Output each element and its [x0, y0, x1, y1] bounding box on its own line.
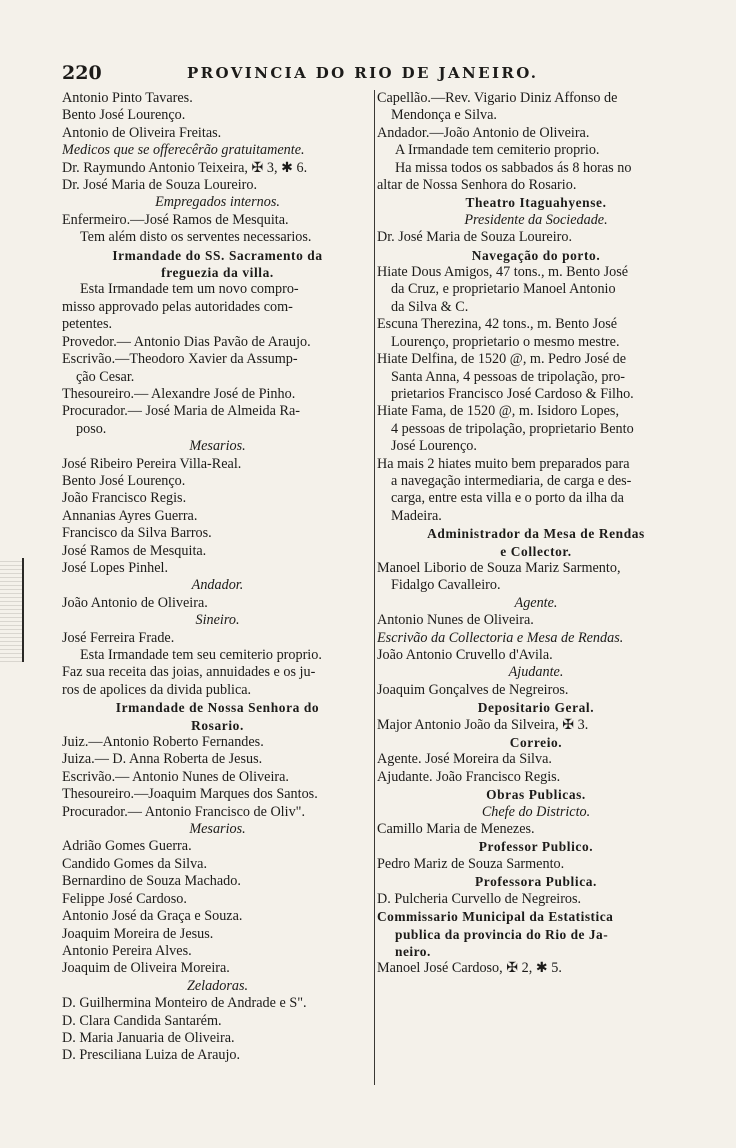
- left-line: José Lopes Pinhel.: [62, 559, 169, 576]
- right-line: Depositario Geral.: [477, 700, 595, 716]
- left-line: Tem além disto os serventes necessarios.: [80, 229, 312, 246]
- right-line: da Cruz, e proprietario Manoel Antonio: [391, 281, 616, 298]
- right-line: carga, entre esta villa e o porto da ilha da: [391, 490, 624, 507]
- left-line: Juiz.—Antonio Roberto Fernandes.: [62, 734, 264, 751]
- left-line: Enfermeiro.—José Ramos de Mesquita.: [62, 211, 289, 228]
- right-line: Camillo Maria de Menezes.: [377, 821, 535, 838]
- left-line: Thesoureiro.—Joaquim Marques dos Santos.: [62, 786, 318, 803]
- right-line: Hiate Delfina, de 1520 @, m. Pedro José de: [377, 351, 627, 368]
- column-divider: [374, 90, 375, 1085]
- binding-edge: [0, 558, 24, 662]
- left-line: Adrião Gomes Guerra.: [62, 838, 192, 855]
- right-line: 4 pessoas de tripolação, proprietario Bento: [391, 420, 634, 437]
- left-line: Juiza.— D. Anna Roberta de Jesus.: [62, 751, 263, 768]
- right-line: Administrador da Mesa de Rendas: [427, 526, 645, 542]
- right-line: Joaquim Gonçalves de Negreiros.: [377, 681, 569, 698]
- right-line: altar de Nossa Senhora do Rosario.: [377, 177, 577, 194]
- left-line: Esta Irmandade tem seu cemiterio proprio.: [80, 647, 322, 663]
- left-line: Candido Gomes da Silva.: [62, 855, 208, 872]
- left-line: freguezia da villa.: [161, 265, 274, 281]
- right-line: D. Pulcheria Curvello de Negreiros.: [377, 890, 582, 907]
- left-line: Faz sua receita das joias, annuidades e os ju-: [62, 664, 316, 681]
- left-line: Joaquim de Oliveira Moreira.: [62, 960, 230, 977]
- left-line: Mesarios.: [189, 438, 246, 455]
- right-line: Antonio Nunes de Oliveira.: [377, 612, 534, 629]
- right-line: Chefe do Districto.: [481, 803, 591, 820]
- right-line: Santa Anna, 4 pessoas de tripolação, pro-: [391, 368, 626, 385]
- right-line: a navegação intermediaria, de carga e des-: [391, 472, 632, 489]
- page-header: [62, 62, 702, 84]
- left-line: Escrivão.— Antonio Nunes de Oliveira.: [62, 768, 289, 785]
- left-line: João Antonio de Oliveira.: [62, 594, 208, 611]
- right-line: publica da provincia do Rio de Ja-: [395, 926, 609, 942]
- right-line: Major Antonio João da Silveira, ✠ 3.: [377, 716, 589, 733]
- left-line: Thesoureiro.— Alexandre José de Pinho.: [62, 385, 296, 402]
- left-line: D. Maria Januaria de Oliveira.: [62, 1029, 235, 1046]
- right-line: Ajudante.: [508, 664, 564, 681]
- left-line: ção Cesar.: [76, 368, 135, 385]
- right-line: Manoel Liborio de Souza Mariz Sarmento,: [377, 559, 621, 576]
- left-line: Provedor.— Antonio Dias Pavão de Araujo.: [62, 333, 311, 350]
- right-line: Capellão.—Rev. Vigario Diniz Affonso de: [377, 90, 618, 106]
- left-line: ros de apolices da divida publica.: [62, 681, 252, 698]
- left-line: Mesarios.: [189, 821, 246, 838]
- left-line: Annanias Ayres Guerra.: [62, 507, 198, 524]
- right-line: Escrivão da Collectoria e Mesa de Rendas.: [377, 629, 624, 646]
- right-line: Manoel José Cardoso, ✠ 2, ✱ 5.: [377, 960, 562, 977]
- right-line: Lourenço, proprietario o mesmo mestre.: [391, 333, 620, 350]
- left-line: Dr. José Maria de Souza Loureiro.: [62, 177, 258, 194]
- right-line: Andador.—João Antonio de Oliveira.: [377, 124, 590, 141]
- right-line: e Collector.: [500, 543, 572, 559]
- right-line: Professor Publico.: [478, 839, 594, 855]
- left-line: petentes.: [62, 316, 113, 333]
- left-line: D. Guilhermina Monteiro de Andrade e S".: [62, 995, 307, 1012]
- right-line: Ha missa todos os sabbados ás 8 horas no: [395, 159, 632, 176]
- left-line: Escrivão.—Theodoro Xavier da Assump-: [62, 351, 298, 368]
- right-line: prietarios Francisco José Cardoso & Filho.: [391, 385, 634, 402]
- left-line: Joaquim Moreira de Jesus.: [62, 925, 214, 942]
- right-line: Escuna Therezina, 42 tons., m. Bento José: [377, 316, 618, 333]
- left-line: João Francisco Regis.: [62, 490, 187, 507]
- left-line: Bernardino de Souza Machado.: [62, 873, 241, 890]
- left-line: Esta Irmandade tem um novo compro-: [80, 281, 299, 298]
- left-line: Felippe José Cardoso.: [62, 890, 187, 907]
- left-line: Irmandade do SS. Sacramento da: [112, 247, 323, 263]
- right-column: [377, 90, 695, 978]
- running-title: PROVINCIA DO RIO DE JANEIRO.: [187, 64, 539, 82]
- left-line: José Ferreira Frade.: [62, 629, 175, 646]
- left-line: Antonio de Oliveira Freitas.: [62, 124, 222, 141]
- right-line: Professora Publica.: [475, 874, 597, 890]
- right-line: Ha mais 2 hiates muito bem preparados para: [377, 455, 630, 472]
- left-line: José Ramos de Mesquita.: [62, 542, 207, 559]
- right-line: Hiate Fama, de 1520 @, m. Isidoro Lopes,: [377, 403, 619, 420]
- right-line: Dr. José Maria de Souza Loureiro.: [377, 229, 573, 246]
- right-line: Presidente da Sociedade.: [464, 211, 608, 228]
- right-line: Correio.: [509, 735, 563, 751]
- right-line: Obras Publicas.: [486, 787, 586, 803]
- right-line: Mendonça e Silva.: [391, 107, 497, 124]
- right-line: da Silva & C.: [391, 298, 469, 315]
- left-line: Bento José Lourenço.: [62, 472, 186, 489]
- left-line: Antonio Pinto Tavares.: [62, 90, 193, 106]
- right-line: A Irmandade tem cemiterio proprio.: [395, 142, 600, 159]
- left-line: misso approvado pelas autoridades com-: [62, 298, 293, 315]
- left-line: Sineiro.: [195, 612, 240, 629]
- left-line: poso.: [76, 420, 107, 437]
- right-line: Ajudante. João Francisco Regis.: [377, 768, 561, 785]
- right-line: Pedro Mariz de Souza Sarmento.: [377, 855, 565, 872]
- left-line: D. Clara Candida Santarém.: [62, 1012, 222, 1029]
- right-line: Theatro Itaguahyense.: [465, 195, 607, 211]
- left-line: Irmandade de Nossa Senhora do: [115, 700, 320, 716]
- left-line: José Ribeiro Pereira Villa-Real.: [62, 455, 242, 472]
- left-line: Medicos que se offerecêrão gratuitamente.: [62, 142, 305, 159]
- right-line: José Lourenço.: [391, 438, 477, 455]
- right-line: Navegação do porto.: [471, 247, 601, 263]
- left-line: Antonio Pereira Alves.: [62, 942, 192, 959]
- right-line: Madeira.: [391, 507, 442, 524]
- right-line: Agente.: [514, 594, 558, 611]
- left-column: [62, 90, 373, 1065]
- right-line: Fidalgo Cavalleiro.: [391, 577, 501, 594]
- right-line: Commissario Municipal da Estatistica: [377, 909, 614, 925]
- left-line: Dr. Raymundo Antonio Teixeira, ✠ 3, ✱ 6.: [62, 159, 308, 176]
- left-line: Procurador.— José Maria de Almeida Ra-: [62, 403, 300, 420]
- right-line: Hiate Dous Amigos, 47 tons., m. Bento José: [377, 264, 629, 281]
- left-line: Empregados internos.: [155, 194, 280, 211]
- left-line: Procurador.— Antonio Francisco de Oliv".: [62, 803, 306, 820]
- left-line: Francisco da Silva Barros.: [62, 525, 212, 542]
- right-line: neiro.: [395, 943, 431, 959]
- left-line: Andador.: [191, 577, 244, 594]
- right-line: Agente. José Moreira da Silva.: [377, 751, 552, 768]
- left-line: Antonio José da Graça e Souza.: [62, 908, 243, 925]
- left-line: D. Presciliana Luiza de Araujo.: [62, 1047, 241, 1064]
- left-line: Zeladoras.: [186, 977, 249, 994]
- left-line: Bento José Lourenço.: [62, 107, 186, 124]
- left-line: Rosario.: [191, 717, 244, 733]
- right-line: João Antonio Cruvello d'Avila.: [377, 647, 553, 663]
- page-number: 220: [62, 62, 102, 84]
